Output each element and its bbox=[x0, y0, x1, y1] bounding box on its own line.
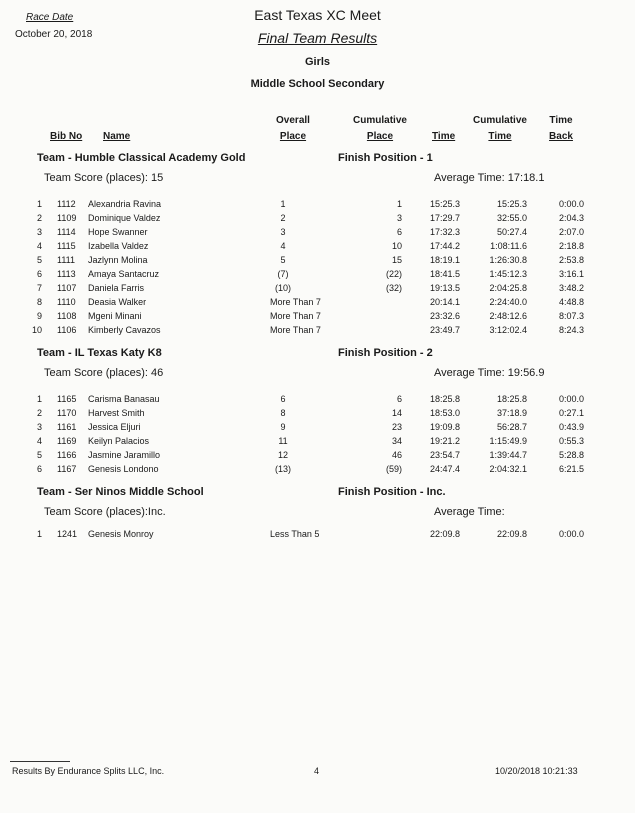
runner-time-back: 2:07.0 bbox=[558, 227, 584, 237]
team-name: Team - Humble Classical Academy Gold bbox=[37, 152, 246, 164]
runner-cumulative-place: 3 bbox=[396, 213, 402, 223]
footer-credit: Results By Endurance Splits LLC, Inc. bbox=[12, 766, 165, 776]
runner-time-back: 6:21.5 bbox=[558, 464, 584, 474]
runner-place: 1 bbox=[36, 394, 42, 404]
runner-time-back: 4:48.8 bbox=[558, 297, 584, 307]
gender-label: Girls bbox=[304, 56, 331, 68]
runner-time: 23:54.7 bbox=[430, 450, 461, 460]
runner-time-back: 2:18.8 bbox=[558, 241, 584, 251]
runner-bib: 1112 bbox=[57, 199, 76, 209]
table-row bbox=[0, 213, 635, 227]
header-cum-place-line1: Cumulative bbox=[353, 115, 407, 126]
runner-time: 17:29.7 bbox=[430, 213, 461, 223]
table-row bbox=[0, 408, 635, 422]
runner-bib: 1165 bbox=[57, 394, 77, 404]
runner-time: 15:25.3 bbox=[430, 199, 461, 209]
header-cum-place bbox=[346, 113, 414, 145]
runner-bib: 1114 bbox=[57, 227, 76, 237]
runner-name: Daniela Farris bbox=[88, 283, 145, 293]
runner-name: Alexandria Ravina bbox=[88, 199, 162, 209]
runner-time: 24:47.4 bbox=[430, 464, 461, 474]
runner-place: 6 bbox=[36, 464, 42, 474]
runner-time: 18:41.5 bbox=[430, 269, 461, 279]
runner-cumulative-place: 1 bbox=[396, 199, 402, 209]
runner-overall-place: Less Than 5 bbox=[270, 529, 320, 539]
runner-cumulative-time: 18:25.8 bbox=[496, 394, 527, 404]
table-row bbox=[0, 422, 635, 436]
runner-name: Jazlynn Molina bbox=[88, 255, 148, 265]
runner-cumulative-time: 1:39:44.7 bbox=[489, 450, 527, 460]
runner-cumulative-time: 15:25.3 bbox=[496, 199, 527, 209]
table-row bbox=[0, 394, 635, 408]
runner-time: 17:32.3 bbox=[430, 227, 461, 237]
runner-cumulative-time: 50:27.4 bbox=[496, 227, 527, 237]
table-row bbox=[0, 199, 635, 213]
runner-overall-place: 12 bbox=[277, 450, 288, 460]
page-title: East Texas XC Meet bbox=[254, 7, 381, 23]
header-cum-time-line1: Cumulative bbox=[473, 115, 527, 126]
runner-place: 2 bbox=[36, 213, 42, 223]
runner-bib: 1241 bbox=[57, 529, 78, 539]
runner-bib: 1107 bbox=[57, 283, 77, 293]
runner-overall-place: 11 bbox=[278, 436, 288, 446]
header-time: Time bbox=[432, 131, 456, 142]
header-time-back-line1: Time bbox=[549, 115, 573, 126]
footer-timestamp: 10/20/2018 10:21:33 bbox=[495, 766, 578, 776]
table-row bbox=[0, 450, 635, 464]
runner-time: 19:09.8 bbox=[430, 422, 461, 432]
runner-time-back: 2:04.3 bbox=[558, 213, 584, 223]
runner-place: 4 bbox=[36, 241, 42, 251]
runner-cumulative-time: 2:24:40.0 bbox=[489, 297, 527, 307]
table-row bbox=[0, 297, 635, 311]
runner-time: 19:13.5 bbox=[430, 283, 461, 293]
runner-name: Hope Swanner bbox=[88, 227, 148, 237]
table-row bbox=[0, 227, 635, 241]
runner-cumulative-time: 32:55.0 bbox=[496, 213, 527, 223]
average-time: Average Time: bbox=[434, 506, 505, 518]
runner-name: Izabella Valdez bbox=[88, 241, 149, 251]
footer-rule bbox=[10, 761, 70, 762]
runner-time-back: 0:43.9 bbox=[558, 422, 584, 432]
finish-position: Finish Position - 1 bbox=[338, 152, 433, 164]
runner-time: 18:53.0 bbox=[430, 408, 461, 418]
runner-place: 5 bbox=[36, 450, 42, 460]
runner-cumulative-time: 3:12:02.4 bbox=[489, 325, 527, 335]
runner-place: 1 bbox=[36, 199, 42, 209]
table-row bbox=[0, 283, 635, 297]
runner-cumulative-time: 2:48:12.6 bbox=[489, 311, 527, 321]
race-date: October 20, 2018 bbox=[15, 29, 93, 40]
average-time: Average Time: 19:56.9 bbox=[434, 367, 545, 379]
page-subtitle: Final Team Results bbox=[257, 30, 378, 46]
table-row bbox=[0, 464, 635, 478]
runner-overall-place: More Than 7 bbox=[270, 311, 321, 321]
runner-name: Harvest Smith bbox=[88, 408, 145, 418]
table-row bbox=[0, 436, 635, 450]
runner-place: 3 bbox=[36, 227, 42, 237]
runner-overall-place: 2 bbox=[280, 213, 286, 223]
runner-overall-place: More Than 7 bbox=[270, 325, 321, 335]
runner-time: 17:44.2 bbox=[430, 241, 461, 251]
runner-bib: 1161 bbox=[57, 422, 77, 432]
runner-time-back: 3:16.1 bbox=[558, 269, 584, 279]
runner-cumulative-place: 6 bbox=[396, 227, 402, 237]
division-label: Middle School Secondary bbox=[250, 78, 385, 90]
runner-time-back: 0:00.0 bbox=[558, 199, 584, 209]
runner-cumulative-place: (32) bbox=[385, 283, 402, 293]
runner-overall-place: (10) bbox=[274, 283, 291, 293]
team-score: Team Score (places): 46 bbox=[44, 367, 164, 379]
runner-bib: 1169 bbox=[57, 436, 77, 446]
table-row bbox=[0, 269, 635, 283]
runner-cumulative-place: 6 bbox=[396, 394, 402, 404]
table-row bbox=[0, 325, 635, 339]
runner-time-back: 5:28.8 bbox=[558, 450, 584, 460]
runner-overall-place: (7) bbox=[277, 269, 289, 279]
runner-cumulative-place: 23 bbox=[391, 422, 402, 432]
runner-cumulative-time: 1:45:12.3 bbox=[489, 269, 527, 279]
runner-name: Keilyn Palacios bbox=[88, 436, 150, 446]
runner-place: 3 bbox=[36, 422, 42, 432]
runner-place: 5 bbox=[36, 255, 42, 265]
runner-place: 2 bbox=[36, 408, 42, 418]
runner-cumulative-time: 22:09.8 bbox=[496, 529, 527, 539]
header-bib: Bib No bbox=[50, 131, 83, 142]
runner-time-back: 2:53.8 bbox=[558, 255, 584, 265]
runner-cumulative-place: 14 bbox=[391, 408, 402, 418]
table-row bbox=[0, 311, 635, 325]
header-cum-time-line2: Time bbox=[488, 131, 512, 142]
table-row bbox=[0, 529, 635, 543]
runner-overall-place: (13) bbox=[274, 464, 291, 474]
runner-cumulative-place: 10 bbox=[391, 241, 402, 251]
runner-time-back: 0:27.1 bbox=[558, 408, 584, 418]
runner-time: 18:19.1 bbox=[430, 255, 461, 265]
runner-time: 20:14.1 bbox=[430, 297, 461, 307]
runner-name: Deasia Walker bbox=[88, 297, 147, 307]
runner-name: Genesis Londono bbox=[88, 464, 159, 474]
runner-cumulative-time: 2:04:25.8 bbox=[489, 283, 527, 293]
runner-cumulative-time: 37:18.9 bbox=[496, 408, 527, 418]
runner-time: 23:49.7 bbox=[430, 325, 461, 335]
header-overall bbox=[263, 113, 323, 145]
runner-cumulative-place: 34 bbox=[391, 436, 402, 446]
runner-bib: 1167 bbox=[57, 464, 77, 474]
runner-name: Dominique Valdez bbox=[88, 213, 161, 223]
runner-place: 7 bbox=[36, 283, 42, 293]
runner-bib: 1111 bbox=[57, 255, 76, 265]
runner-overall-place: 9 bbox=[280, 422, 286, 432]
runner-name: Jasmine Jaramillo bbox=[88, 450, 161, 460]
runner-bib: 1108 bbox=[57, 311, 77, 321]
runner-overall-place: 3 bbox=[280, 227, 286, 237]
header-time-back-line2: Back bbox=[549, 131, 573, 142]
runner-cumulative-place: 15 bbox=[391, 255, 402, 265]
team-name: Team - Ser Ninos Middle School bbox=[37, 486, 204, 498]
header-cum-time bbox=[466, 113, 534, 145]
average-time: Average Time: 17:18.1 bbox=[434, 172, 545, 184]
runner-bib: 1166 bbox=[57, 450, 77, 460]
runner-bib: 1115 bbox=[57, 241, 76, 251]
runner-bib: 1170 bbox=[57, 408, 77, 418]
runner-name: Jessica Eljuri bbox=[88, 422, 141, 432]
runner-place: 1 bbox=[36, 529, 42, 539]
team-name: Team - IL Texas Katy K8 bbox=[37, 347, 162, 359]
runner-cumulative-time: 1:15:49.9 bbox=[489, 436, 527, 446]
runner-place: 6 bbox=[36, 269, 42, 279]
runner-cumulative-time: 1:08:11.6 bbox=[490, 241, 527, 251]
runner-place: 10 bbox=[31, 325, 42, 335]
runner-place: 9 bbox=[36, 311, 42, 321]
runner-time-back: 0:00.0 bbox=[558, 529, 584, 539]
runner-overall-place: 1 bbox=[280, 199, 286, 209]
runner-name: Genesis Monroy bbox=[88, 529, 154, 539]
runner-name: Amaya Santacruz bbox=[88, 269, 160, 279]
header-overall-line1: Overall bbox=[276, 115, 310, 126]
runner-time: 18:25.8 bbox=[430, 394, 461, 404]
runner-place: 8 bbox=[36, 297, 42, 307]
runner-time-back: 3:48.2 bbox=[558, 283, 584, 293]
runner-time: 19:21.2 bbox=[430, 436, 461, 446]
runner-time-back: 8:07.3 bbox=[558, 311, 584, 321]
header-name: Name bbox=[103, 131, 131, 142]
team-score: Team Score (places):Inc. bbox=[44, 506, 166, 518]
runner-bib: 1109 bbox=[57, 213, 77, 223]
runner-cumulative-place: (22) bbox=[385, 269, 402, 279]
runner-time: 23:32.6 bbox=[430, 311, 461, 321]
runner-name: Mgeni Minani bbox=[88, 311, 142, 321]
header-overall-line2: Place bbox=[279, 131, 307, 142]
finish-position: Finish Position - Inc. bbox=[338, 486, 446, 498]
race-date-label: Race Date bbox=[26, 12, 74, 23]
runner-overall-place: 4 bbox=[280, 241, 286, 251]
runner-cumulative-place: (59) bbox=[385, 464, 402, 474]
runner-time-back: 0:55.3 bbox=[558, 436, 584, 446]
header-time-back bbox=[540, 113, 582, 145]
finish-position: Finish Position - 2 bbox=[338, 347, 433, 359]
runner-time-back: 8:24.3 bbox=[558, 325, 584, 335]
runner-cumulative-time: 2:04:32.1 bbox=[489, 464, 527, 474]
runner-place: 4 bbox=[36, 436, 42, 446]
header-cum-place-line2: Place bbox=[366, 131, 394, 142]
table-row bbox=[0, 255, 635, 269]
runner-cumulative-time: 56:28.7 bbox=[496, 422, 527, 432]
runner-bib: 1110 bbox=[57, 297, 76, 307]
runner-bib: 1113 bbox=[57, 269, 76, 279]
runner-name: Kimberly Cavazos bbox=[88, 325, 161, 335]
runner-cumulative-time: 1:26:30.8 bbox=[489, 255, 527, 265]
runner-overall-place: 6 bbox=[280, 394, 286, 404]
runner-overall-place: 8 bbox=[280, 408, 286, 418]
runner-name: Carisma Banasau bbox=[88, 394, 160, 404]
runner-overall-place: More Than 7 bbox=[270, 297, 321, 307]
team-score: Team Score (places): 15 bbox=[44, 172, 164, 184]
runner-cumulative-place: 46 bbox=[391, 450, 402, 460]
runner-overall-place: 5 bbox=[280, 255, 286, 265]
page-number: 4 bbox=[314, 766, 320, 776]
table-row bbox=[0, 241, 635, 255]
runner-time: 22:09.8 bbox=[430, 529, 461, 539]
runner-bib: 1106 bbox=[57, 325, 77, 335]
runner-time-back: 0:00.0 bbox=[558, 394, 584, 404]
